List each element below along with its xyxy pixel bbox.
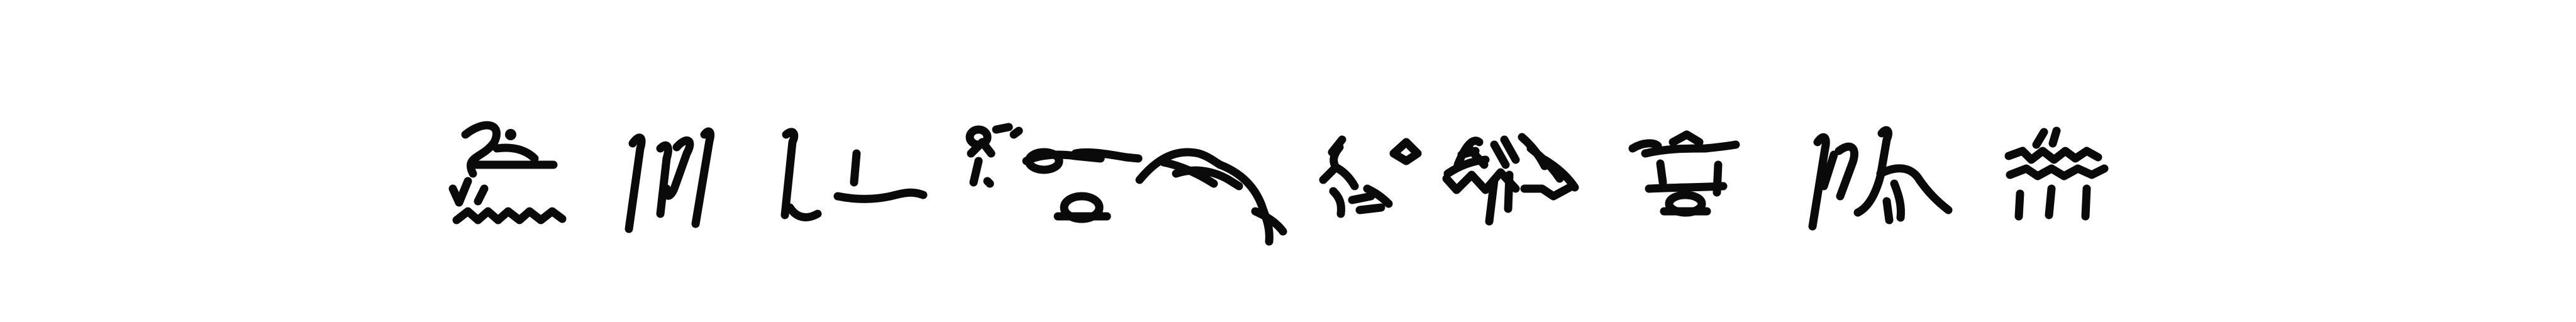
glyph-bird-in-flight — [1140, 152, 1283, 242]
glyph-seated-man-with-staff — [1813, 130, 1948, 226]
glyph-seated-figure-with-water — [453, 125, 562, 220]
glyph-tie-and-stroke — [970, 127, 1019, 184]
glyph-mouth-and-eye — [1026, 152, 1138, 219]
glyph-quail-chick — [785, 132, 923, 218]
glyph-reed-leaf — [629, 131, 711, 229]
glyph-horizontal-sign-group — [1633, 135, 1736, 213]
glyph-walking-man — [1394, 142, 1418, 161]
glyph-feather-cluster — [1446, 137, 1575, 221]
glyph-water-determinative-group — [2009, 131, 2104, 216]
glyph-striding-legs — [1323, 140, 1389, 214]
